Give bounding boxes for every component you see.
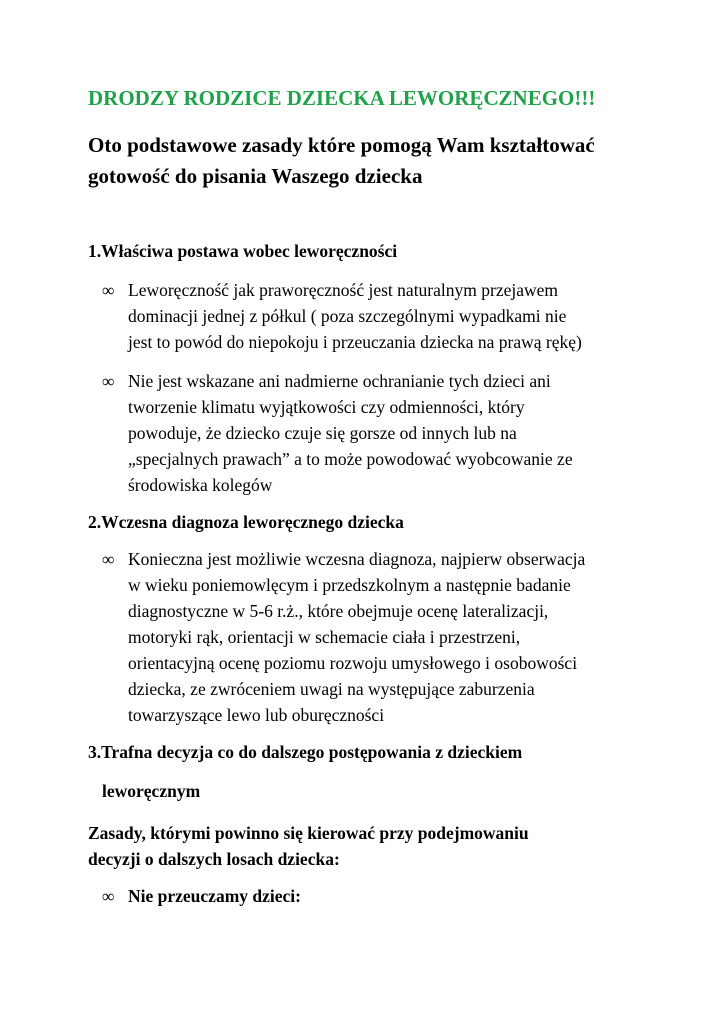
infinity-bullet-icon: ∞	[102, 280, 115, 300]
bullet-line: „specjalnych prawach” a to może powodować wyobcowanie ze	[128, 449, 573, 469]
infinity-bullet-icon: ∞	[102, 886, 115, 906]
intro-line: decyzji o dalszych losach dziecka:	[88, 849, 340, 869]
section-2-heading: 2.Wczesna diagnoza leworęcznego dziecka	[88, 512, 404, 532]
bullet-item	[102, 546, 662, 728]
bullet-item	[102, 883, 662, 909]
bullet-line: diagnostyczne w 5-6 r.ż., które obejmuje ocenę lateralizacji,	[128, 601, 549, 621]
document-subtitle	[88, 130, 688, 192]
intro-line: Zasady, którymi powinno się kierować przy podejmowaniu	[88, 823, 529, 843]
infinity-bullet-icon: ∞	[102, 549, 115, 569]
bullet-item	[102, 368, 662, 498]
subtitle-line: Oto podstawowe zasady które pomogą Wam kształtować	[88, 133, 595, 157]
subtitle-line: gotowość do pisania Waszego dziecka	[88, 164, 423, 188]
bullet-line: Konieczna jest możliwie wczesna diagnoza, najpierw obserwacja	[128, 549, 586, 569]
document-title: DRODZY RODZICE DZIECKA LEWORĘCZNEGO!!!	[88, 86, 596, 110]
bullet-line: dziecka, ze zwróceniem uwagi na występujące zaburzenia	[128, 679, 535, 699]
section-1-heading: 1.Właściwa postawa wobec leworęczności	[88, 241, 398, 261]
bullet-line: towarzyszące lewo lub oburęczności	[128, 705, 385, 725]
bullet-item	[102, 277, 662, 355]
bullet-line: powoduje, że dziecko czuje się gorsze od innych lub na	[128, 423, 517, 443]
bullet-line: Nie przeuczamy dzieci:	[128, 886, 301, 906]
bullet-line: motoryki rąk, orientacji w schemacie ciała i przestrzeni,	[128, 627, 521, 647]
bullet-line: orientacyjną ocenę poziomu rozwoju umysłowego i osobowości	[128, 653, 578, 673]
section-3-heading: 3.Trafna decyzja co do dalszego postępowania z dzieckiem	[88, 742, 523, 762]
infinity-bullet-icon: ∞	[102, 371, 115, 391]
bullet-line: Nie jest wskazane ani nadmierne ochranianie tych dzieci ani	[128, 371, 551, 391]
bullet-line: środowiska kolegów	[128, 475, 273, 495]
bullet-line: w wieku poniemowlęcym i przedszkolnym a następnie badanie	[128, 575, 571, 595]
section-3-heading-continued: leworęcznym	[102, 781, 201, 801]
bullet-line: tworzenie klimatu wyjątkowości czy odmienności, który	[128, 397, 525, 417]
section-3-intro	[88, 820, 529, 872]
bullet-line: Leworęczność jak praworęczność jest naturalnym przejawem	[128, 280, 559, 300]
bullet-line: dominacji jednej z półkul ( poza szczególnymi wypadkami nie	[128, 306, 567, 326]
bullet-line: jest to powód do niepokoju i przeuczania dziecka na prawą rękę)	[128, 332, 582, 352]
